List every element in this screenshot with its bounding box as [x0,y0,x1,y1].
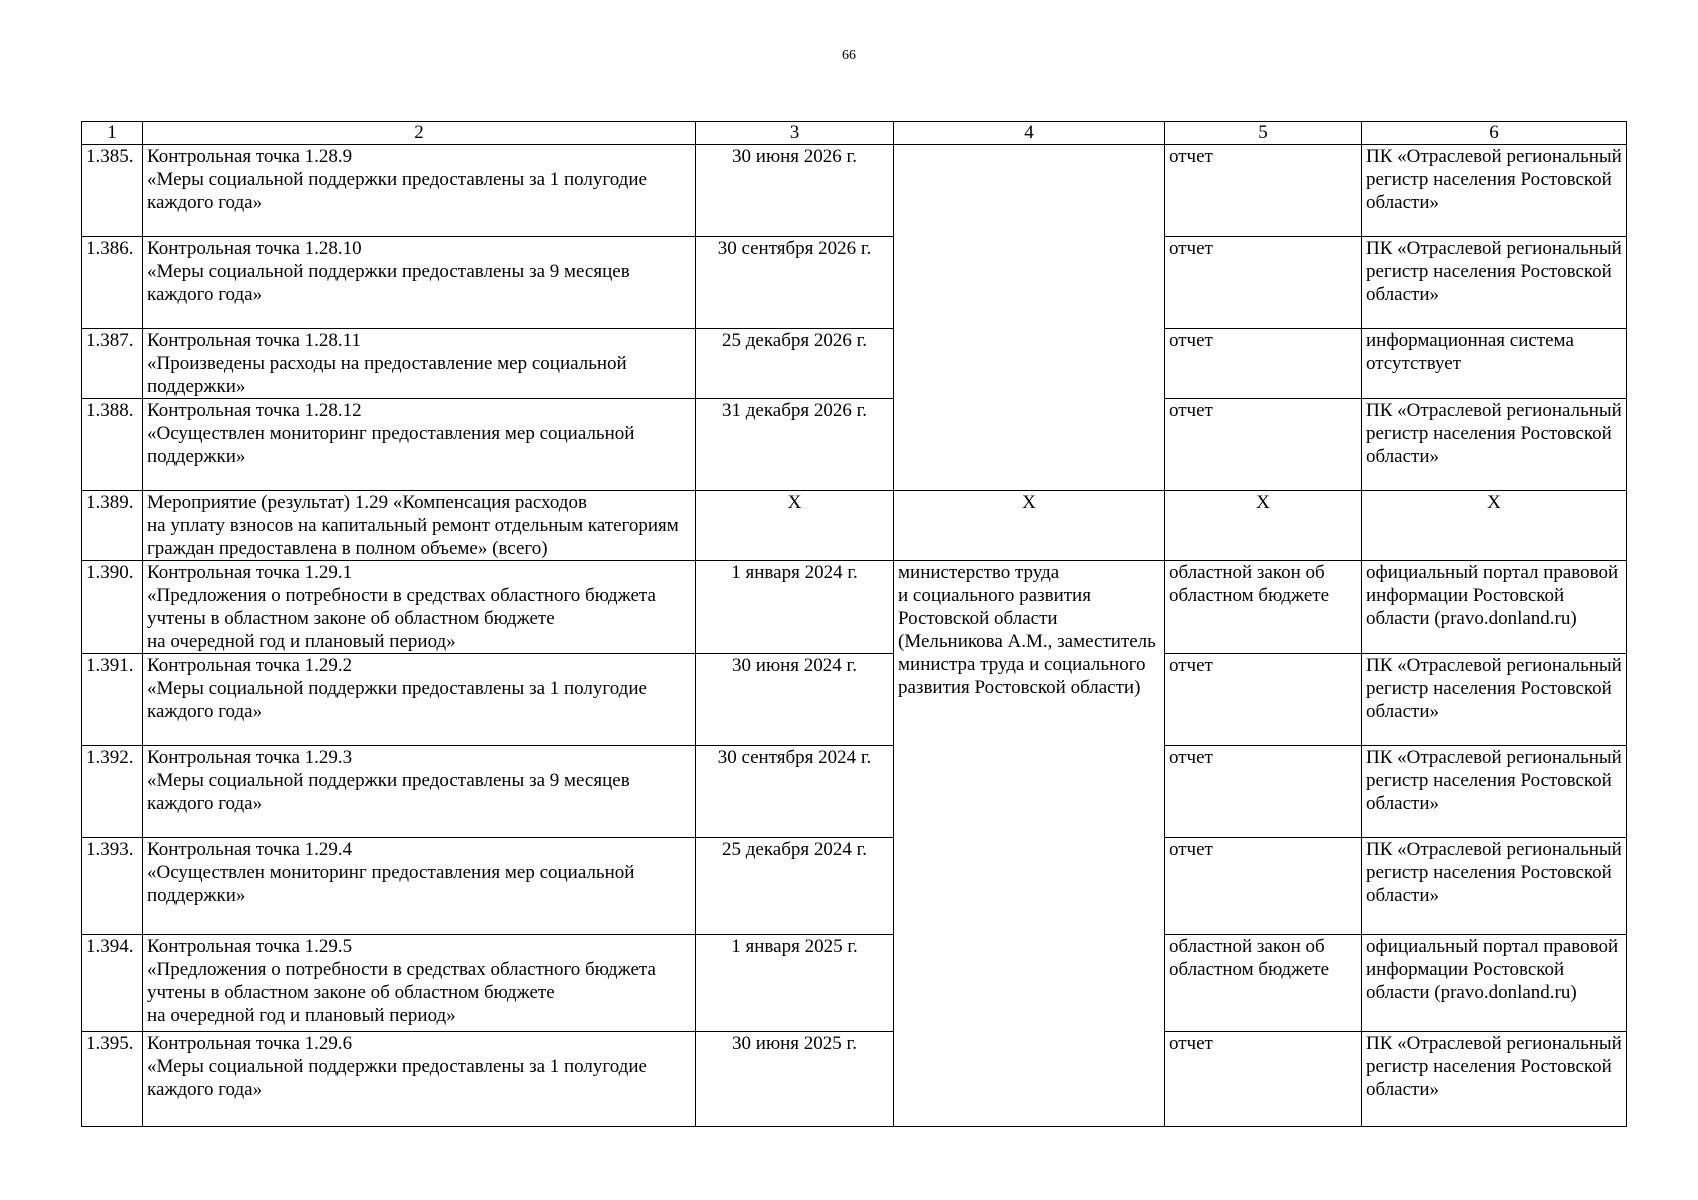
row-date: 30 июня 2026 г. [696,145,894,237]
header-col-6: 6 [1362,122,1627,145]
row-info-system: ПК «Отраслевой региональный регистр населения Ростовской области» [1362,746,1627,838]
row-date: 30 июня 2024 г. [696,654,894,746]
row-document: областной закон об областном бюджете [1165,561,1362,654]
row-date: 30 сентября 2026 г. [696,237,894,329]
row-title: Контрольная точка 1.28.11 «Произведены расходы на предоставление мер социальной поддержки» [143,329,696,399]
row-document: отчет [1165,838,1362,935]
row-info-system: ПК «Отраслевой региональный регистр населения Ростовской области» [1362,838,1627,935]
row-date: 31 декабря 2026 г. [696,399,894,491]
row-number: 1.393. [82,838,143,935]
header-col-2: 2 [143,122,696,145]
row-date: 25 декабря 2024 г. [696,838,894,935]
row-document: отчет [1165,746,1362,838]
row-info-system: официальный портал правовой информации Ростовской области (pravo.donland.ru) [1362,935,1627,1032]
row-info-system: ПК «Отраслевой региональный регистр населения Ростовской области» [1362,237,1627,329]
table-row [82,746,1627,838]
row-date: 25 декабря 2026 г. [696,329,894,399]
row-info-system: информационная система отсутствует [1362,329,1627,399]
row-title: Контрольная точка 1.29.2 «Меры социальной поддержки предоставлены за 1 полугодие каждого года» [143,654,696,746]
table-row [82,145,1627,237]
row-document: отчет [1165,399,1362,491]
row-document: отчет [1165,1032,1362,1127]
row-responsible-empty [894,145,1165,491]
table-row [82,838,1627,935]
row-document: областной закон об областном бюджете [1165,935,1362,1032]
row-date: 1 января 2024 г. [696,561,894,654]
row-number: 1.389. [82,491,143,561]
row-info-system: ПК «Отраслевой региональный регистр населения Ростовской области» [1362,145,1627,237]
row-number: 1.395. [82,1032,143,1127]
row-number: 1.392. [82,746,143,838]
row-document: отчет [1165,145,1362,237]
row-date: X [696,491,894,561]
row-number: 1.390. [82,561,143,654]
table-row [82,935,1627,1032]
row-title: Мероприятие (результат) 1.29 «Компенсация расходов на уплату взносов на капитальный ремонт отдельным категориям граждан предоставлена в полном объеме» (всего) [143,491,696,561]
row-document: отчет [1165,329,1362,399]
row-title: Контрольная точка 1.29.4 «Осуществлен мониторинг предоставления мер социальной поддержки» [143,838,696,935]
table-row [82,1032,1627,1127]
row-date: 30 сентября 2024 г. [696,746,894,838]
row-document: отчет [1165,654,1362,746]
row-info-system: официальный портал правовой информации Ростовской области (pravo.donland.ru) [1362,561,1627,654]
row-title: Контрольная точка 1.29.6 «Меры социальной поддержки предоставлены за 1 полугодие каждого года» [143,1032,696,1127]
row-document: отчет [1165,237,1362,329]
row-title: Контрольная точка 1.29.1 «Предложения о потребности в средствах областного бюджета учтены в областном законе об областном бюджете на очередной год и плановый период» [143,561,696,654]
table-row [82,561,1627,654]
row-date: 30 июня 2025 г. [696,1032,894,1127]
table-row [82,329,1627,399]
row-info-system: ПК «Отраслевой региональный регистр населения Ростовской области» [1362,399,1627,491]
row-title: Контрольная точка 1.29.3 «Меры социальной поддержки предоставлены за 9 месяцев каждого года» [143,746,696,838]
row-document: X [1165,491,1362,561]
table-row [82,399,1627,491]
row-number: 1.386. [82,237,143,329]
row-title: Контрольная точка 1.28.12 «Осуществлен мониторинг предоставления мер социальной поддержки» [143,399,696,491]
row-title: Контрольная точка 1.29.5 «Предложения о потребности в средствах областного бюджета учтены в областном законе об областном бюджете на очередной год и плановый период» [143,935,696,1032]
header-col-3: 3 [696,122,894,145]
row-title: Контрольная точка 1.28.9 «Меры социальной поддержки предоставлены за 1 полугодие каждого года» [143,145,696,237]
row-number: 1.388. [82,399,143,491]
header-col-4: 4 [894,122,1165,145]
row-info-system: X [1362,491,1627,561]
row-info-system: ПК «Отраслевой региональный регистр населения Ростовской области» [1362,1032,1627,1127]
table-row [82,491,1627,561]
row-number: 1.385. [82,145,143,237]
row-title: Контрольная точка 1.28.10 «Меры социальной поддержки предоставлены за 9 месяцев каждого года» [143,237,696,329]
page-number: 66 [842,48,856,63]
row-responsible: X [894,491,1165,561]
table-row [82,654,1627,746]
row-number: 1.391. [82,654,143,746]
row-number: 1.387. [82,329,143,399]
table-row [82,237,1627,329]
plan-table [81,121,1627,1127]
header-col-1: 1 [82,122,143,145]
responsible-ministry: министерство труда и социального развития Ростовской области (Мельникова А.М., заместитель министра труда и социального развития Ростовской области) [894,561,1165,1127]
row-number: 1.394. [82,935,143,1032]
header-col-5: 5 [1165,122,1362,145]
row-date: 1 января 2025 г. [696,935,894,1032]
header-row [82,122,1627,145]
row-info-system: ПК «Отраслевой региональный регистр населения Ростовской области» [1362,654,1627,746]
